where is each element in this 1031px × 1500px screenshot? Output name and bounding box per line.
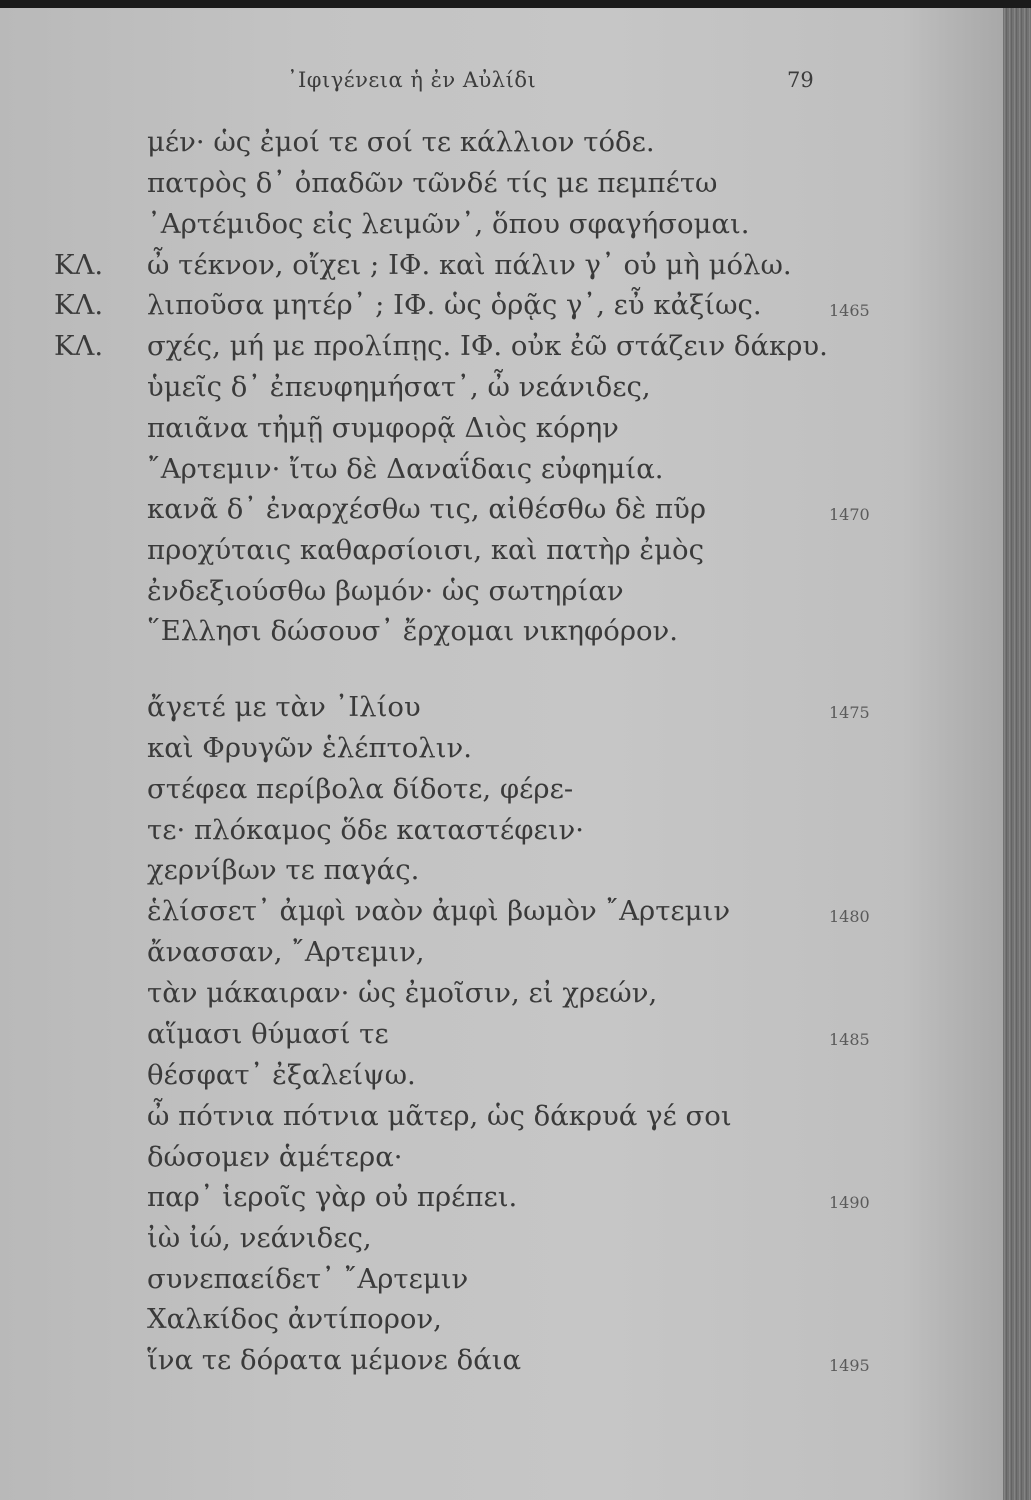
verse-line: ἐνδεξιούσθω βωμόν· ὡς σωτηρίαν — [147, 575, 624, 607]
line-number: 1495 — [829, 1356, 870, 1375]
verse-line: τὰν μάκαιραν· ὡς ἐμοῖσιν, εἰ χρεών, — [147, 977, 658, 1009]
verse-line: χερνίβων τε παγάς. — [147, 854, 420, 886]
verse-line: ὦ τέκνον, οἴχει ; ΙΦ. καὶ πάλιν γ᾿ οὐ μὴ μόλω. — [147, 249, 792, 281]
verse-line: ἵνα τε δόρατα μέμονε δάια — [147, 1344, 522, 1376]
speaker-label: ΚΛ. — [54, 249, 104, 281]
line-number: 1490 — [829, 1193, 870, 1212]
verse-line: καὶ Φρυγῶν ἑλέπτολιν. — [147, 732, 472, 764]
verse-line: ᾿Αρτέμιδος εἰς λειμῶν᾿, ὅπου σφαγήσομαι. — [147, 208, 750, 240]
verse-line: συνεπαείδετ᾿ ῎Αρτεμιν — [147, 1263, 469, 1295]
verse-line: λιποῦσα μητέρ᾿ ; ΙΦ. ὡς ὁρᾷς γ᾿, εὖ κἀξίως. — [147, 289, 762, 321]
line-number: 1470 — [829, 505, 870, 524]
verse-line: ἄγετέ με τὰν ᾿Ιλίου — [147, 691, 421, 723]
speaker-label: ΚΛ. — [54, 330, 104, 362]
verse-line: αἵμασι θύμασί τε — [147, 1018, 389, 1050]
verse-line: ἰὼ ἰώ, νεάνιδες, — [147, 1222, 372, 1254]
verse-line: σχές, μή με προλίπῃς. ΙΦ. οὐκ ἐῶ στάζειν δάκρυ. — [147, 330, 828, 362]
line-number: 1465 — [829, 301, 870, 320]
running-title: ᾿Ιφιγένεια ἡ ἐν Αὐλίδι — [287, 68, 537, 92]
verse-line: Χαλκίδος ἀντίπορον, — [147, 1303, 442, 1335]
line-number: 1485 — [829, 1030, 870, 1049]
page-number: 79 — [787, 68, 814, 92]
verse-line: ὑμεῖς δ᾿ ἐπευφημήσατ᾿, ὦ νεάνιδες, — [147, 371, 651, 403]
verse-line: πατρὸς δ᾿ ὀπαδῶν τῶνδέ τίς με πεμπέτω — [147, 167, 718, 199]
verse-line: ῞Ελλησι δώσουσ᾿ ἔρχομαι νικηφόρον. — [147, 615, 679, 647]
verse-line: παρ᾿ ἱεροῖς γὰρ οὐ πρέπει. — [147, 1181, 518, 1213]
line-number: 1480 — [829, 907, 870, 926]
book-page — [0, 8, 1003, 1500]
verse-line: κανᾶ δ᾿ ἐναρχέσθω τις, αἰθέσθω δὲ πῦρ — [147, 493, 706, 525]
verse-line: ἄνασσαν, ῎Αρτεμιν, — [147, 936, 425, 968]
line-number: 1475 — [829, 703, 870, 722]
verse-line: θέσφατ᾿ ἐξαλείψω. — [147, 1059, 416, 1091]
verse-line: παιᾶνα τἠμῇ συμφορᾷ Διὸς κόρην — [147, 412, 619, 444]
verse-line: τε· πλόκαμος ὅδε καταστέφειν· — [147, 814, 584, 846]
page-edge — [1003, 8, 1031, 1500]
speaker-label: ΚΛ. — [54, 289, 104, 321]
verse-line: ὦ πότνια πότνια μᾶτερ, ὡς δάκρυά γέ σοι — [147, 1100, 732, 1132]
verse-line: ἑλίσσετ᾿ ἀμφὶ ναὸν ἀμφὶ βωμὸν ῎Αρτεμιν — [147, 895, 731, 927]
verse-line: ῎Αρτεμιν· ἴτω δὲ Δαναΐδαις εὐφημία. — [147, 453, 664, 485]
verse-line: μέν· ὡς ἐμοί τε σοί τε κάλλιον τόδε. — [147, 126, 655, 158]
verse-line: προχύταις καθαρσίοισι, καὶ πατὴρ ἐμὸς — [147, 534, 704, 566]
verse-line: δώσομεν ἁμέτερα· — [147, 1141, 403, 1173]
verse-line: στέφεα περίβολα δίδοτε, φέρε- — [147, 773, 574, 805]
